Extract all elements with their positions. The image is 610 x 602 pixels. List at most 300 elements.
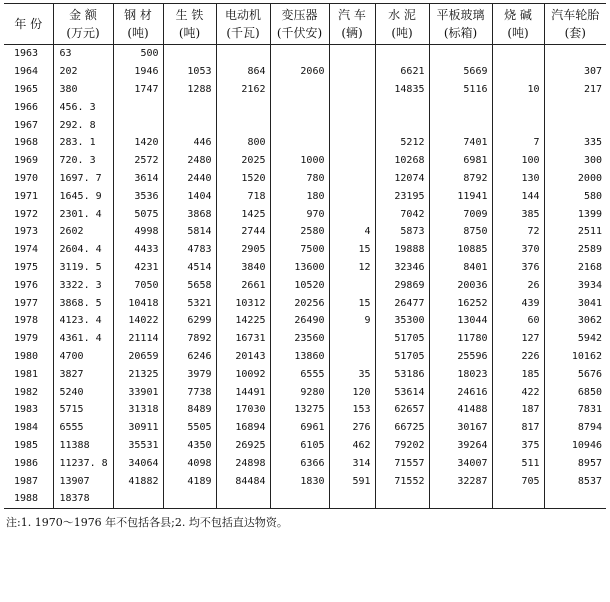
data-cell: 1404 bbox=[163, 187, 216, 205]
table-row bbox=[4, 223, 606, 241]
data-cell: 3119. 5 bbox=[53, 259, 113, 277]
data-cell: 4433 bbox=[113, 241, 163, 259]
data-cell bbox=[329, 170, 375, 188]
data-cell: 4350 bbox=[163, 437, 216, 455]
data-cell: 422 bbox=[492, 383, 544, 401]
data-cell bbox=[375, 116, 429, 134]
data-cell: 446 bbox=[163, 134, 216, 152]
table-row bbox=[4, 401, 606, 419]
data-cell bbox=[429, 490, 492, 508]
data-cell: 2060 bbox=[270, 63, 329, 81]
data-cell: 8957 bbox=[544, 454, 606, 472]
column-header-line: (辆) bbox=[341, 26, 363, 40]
data-cell: 21325 bbox=[113, 365, 163, 383]
data-cell: 6850 bbox=[544, 383, 606, 401]
year-cell: 1969 bbox=[14, 155, 39, 167]
data-cell: 2301. 4 bbox=[53, 205, 113, 223]
data-cell bbox=[270, 45, 329, 63]
year-cell: 1974 bbox=[14, 244, 39, 256]
table-row bbox=[4, 437, 606, 455]
data-cell: 23195 bbox=[375, 187, 429, 205]
data-cell: 51705 bbox=[375, 348, 429, 366]
table-row bbox=[4, 312, 606, 330]
data-cell: 10520 bbox=[270, 276, 329, 294]
column-header bbox=[375, 4, 429, 45]
data-cell: 10268 bbox=[375, 152, 429, 170]
data-cell: 2162 bbox=[216, 81, 270, 99]
data-cell: 462 bbox=[329, 437, 375, 455]
table-row bbox=[4, 81, 606, 99]
data-cell: 130 bbox=[492, 170, 544, 188]
data-cell: 2168 bbox=[544, 259, 606, 277]
data-cell: 226 bbox=[492, 348, 544, 366]
year-cell: 1975 bbox=[14, 261, 39, 273]
data-cell: 217 bbox=[544, 81, 606, 99]
data-cell bbox=[329, 490, 375, 508]
data-cell: 2602 bbox=[53, 223, 113, 241]
data-cell bbox=[429, 45, 492, 63]
table-row bbox=[4, 98, 606, 116]
data-cell bbox=[329, 81, 375, 99]
year-cell: 1964 bbox=[14, 66, 39, 78]
column-header-line: 年 份 bbox=[14, 17, 43, 31]
data-cell: 187 bbox=[492, 401, 544, 419]
year-cell: 1982 bbox=[14, 386, 39, 398]
data-cell: 11237. 8 bbox=[53, 454, 113, 472]
data-cell bbox=[163, 116, 216, 134]
data-cell: 10162 bbox=[544, 348, 606, 366]
column-header-line: 变压器 bbox=[281, 8, 318, 22]
data-cell: 300 bbox=[544, 152, 606, 170]
data-cell: 5240 bbox=[53, 383, 113, 401]
data-cell: 18378 bbox=[53, 490, 113, 508]
table-row bbox=[4, 205, 606, 223]
table-row bbox=[4, 419, 606, 437]
year-cell: 1980 bbox=[14, 350, 39, 362]
data-cell: 180 bbox=[270, 187, 329, 205]
table-row bbox=[4, 383, 606, 401]
column-header bbox=[544, 4, 606, 45]
data-cell bbox=[329, 116, 375, 134]
table-row bbox=[4, 187, 606, 205]
data-cell: 16894 bbox=[216, 419, 270, 437]
table-row bbox=[4, 116, 606, 134]
data-cell: 5116 bbox=[429, 81, 492, 99]
data-cell: 1520 bbox=[216, 170, 270, 188]
data-cell: 375 bbox=[492, 437, 544, 455]
year-cell: 1963 bbox=[14, 48, 39, 60]
year-cell: 1971 bbox=[14, 190, 39, 202]
data-cell: 79202 bbox=[375, 437, 429, 455]
data-cell bbox=[163, 45, 216, 63]
data-cell: 1425 bbox=[216, 205, 270, 223]
data-cell: 17030 bbox=[216, 401, 270, 419]
data-cell: 4231 bbox=[113, 259, 163, 277]
data-cell: 8401 bbox=[429, 259, 492, 277]
data-cell: 6555 bbox=[270, 365, 329, 383]
data-cell: 3536 bbox=[113, 187, 163, 205]
column-header-line: (吨) bbox=[391, 26, 413, 40]
table-row bbox=[4, 330, 606, 348]
data-cell: 4998 bbox=[113, 223, 163, 241]
data-cell: 4098 bbox=[163, 454, 216, 472]
data-cell: 314 bbox=[329, 454, 375, 472]
data-cell: 9280 bbox=[270, 383, 329, 401]
data-cell: 34007 bbox=[429, 454, 492, 472]
data-cell: 26925 bbox=[216, 437, 270, 455]
data-cell: 817 bbox=[492, 419, 544, 437]
data-cell: 283. 1 bbox=[53, 134, 113, 152]
table-row bbox=[4, 134, 606, 152]
data-cell: 7050 bbox=[113, 276, 163, 294]
column-header-line: 汽 车 bbox=[338, 8, 366, 22]
data-cell: 3868. 5 bbox=[53, 294, 113, 312]
statistics-table-page bbox=[4, 3, 606, 530]
data-cell: 185 bbox=[492, 365, 544, 383]
year-cell: 1988 bbox=[4, 490, 53, 508]
data-cell bbox=[329, 45, 375, 63]
data-cell: 84484 bbox=[216, 472, 270, 490]
data-cell bbox=[375, 45, 429, 63]
data-cell: 7401 bbox=[429, 134, 492, 152]
data-cell: 15 bbox=[329, 294, 375, 312]
data-cell: 32346 bbox=[375, 259, 429, 277]
column-header-line: 烧 碱 bbox=[504, 8, 532, 22]
data-cell: 4783 bbox=[163, 241, 216, 259]
data-cell: 4123. 4 bbox=[53, 312, 113, 330]
column-header bbox=[53, 4, 113, 45]
data-cell: 60 bbox=[492, 312, 544, 330]
table-row bbox=[4, 63, 606, 81]
year-cell: 1984 bbox=[14, 422, 39, 434]
goods-purchase-table bbox=[4, 3, 606, 509]
data-cell bbox=[544, 98, 606, 116]
data-cell: 14835 bbox=[375, 81, 429, 99]
data-cell: 3934 bbox=[544, 276, 606, 294]
data-cell: 35 bbox=[329, 365, 375, 383]
data-cell bbox=[492, 98, 544, 116]
data-cell: 100 bbox=[492, 152, 544, 170]
data-cell: 7500 bbox=[270, 241, 329, 259]
table-header bbox=[4, 4, 606, 45]
data-cell: 500 bbox=[113, 45, 163, 63]
data-cell: 2905 bbox=[216, 241, 270, 259]
data-cell: 376 bbox=[492, 259, 544, 277]
data-cell: 1645. 9 bbox=[53, 187, 113, 205]
data-cell: 20143 bbox=[216, 348, 270, 366]
year-cell: 1978 bbox=[14, 315, 39, 327]
data-cell: 19888 bbox=[375, 241, 429, 259]
data-cell bbox=[544, 490, 606, 508]
data-cell: 5669 bbox=[429, 63, 492, 81]
data-cell: 5658 bbox=[163, 276, 216, 294]
data-cell: 144 bbox=[492, 187, 544, 205]
data-cell: 10092 bbox=[216, 365, 270, 383]
data-cell: 10946 bbox=[544, 437, 606, 455]
data-cell: 3840 bbox=[216, 259, 270, 277]
data-cell: 580 bbox=[544, 187, 606, 205]
data-cell: 35300 bbox=[375, 312, 429, 330]
data-cell: 4700 bbox=[53, 348, 113, 366]
data-cell: 20036 bbox=[429, 276, 492, 294]
data-cell: 13044 bbox=[429, 312, 492, 330]
data-cell bbox=[544, 116, 606, 134]
data-cell: 32287 bbox=[429, 472, 492, 490]
data-cell: 3062 bbox=[544, 312, 606, 330]
data-cell: 30167 bbox=[429, 419, 492, 437]
data-cell: 4189 bbox=[163, 472, 216, 490]
data-cell: 23560 bbox=[270, 330, 329, 348]
data-cell: 33901 bbox=[113, 383, 163, 401]
year-cell: 1966 bbox=[14, 101, 39, 113]
table-row bbox=[4, 152, 606, 170]
data-cell: 6246 bbox=[163, 348, 216, 366]
data-cell bbox=[216, 45, 270, 63]
data-cell: 1697. 7 bbox=[53, 170, 113, 188]
data-cell bbox=[216, 490, 270, 508]
table-row bbox=[4, 276, 606, 294]
data-cell: 20256 bbox=[270, 294, 329, 312]
data-cell: 1288 bbox=[163, 81, 216, 99]
data-cell: 705 bbox=[492, 472, 544, 490]
column-header-line: 生 铁 bbox=[175, 8, 204, 22]
data-cell: 6366 bbox=[270, 454, 329, 472]
data-cell bbox=[113, 116, 163, 134]
data-cell: 2000 bbox=[544, 170, 606, 188]
data-cell bbox=[429, 98, 492, 116]
data-cell: 18023 bbox=[429, 365, 492, 383]
table-row bbox=[4, 490, 606, 508]
data-cell: 8792 bbox=[429, 170, 492, 188]
data-cell: 1399 bbox=[544, 205, 606, 223]
data-cell: 6981 bbox=[429, 152, 492, 170]
data-cell: 439 bbox=[492, 294, 544, 312]
data-cell: 3979 bbox=[163, 365, 216, 383]
column-header-line: (吨) bbox=[127, 26, 149, 40]
data-cell: 7831 bbox=[544, 401, 606, 419]
column-header bbox=[113, 4, 163, 45]
data-cell: 6555 bbox=[53, 419, 113, 437]
column-header-line: 水 泥 bbox=[388, 8, 416, 22]
data-cell: 2025 bbox=[216, 152, 270, 170]
data-cell bbox=[544, 45, 606, 63]
data-cell bbox=[329, 348, 375, 366]
data-cell: 10 bbox=[492, 81, 544, 99]
data-cell: 970 bbox=[270, 205, 329, 223]
year-cell: 1967 bbox=[14, 119, 39, 131]
data-cell: 3322. 3 bbox=[53, 276, 113, 294]
data-cell: 2580 bbox=[270, 223, 329, 241]
data-cell: 591 bbox=[329, 472, 375, 490]
data-cell: 2572 bbox=[113, 152, 163, 170]
data-cell: 2604. 4 bbox=[53, 241, 113, 259]
data-cell bbox=[163, 490, 216, 508]
data-cell: 71557 bbox=[375, 454, 429, 472]
table-row bbox=[4, 365, 606, 383]
data-cell bbox=[329, 98, 375, 116]
data-cell: 1053 bbox=[163, 63, 216, 81]
year-cell: 1965 bbox=[14, 83, 39, 95]
data-cell: 3868 bbox=[163, 205, 216, 223]
table-row bbox=[4, 348, 606, 366]
data-cell: 26 bbox=[492, 276, 544, 294]
data-cell: 15 bbox=[329, 241, 375, 259]
year-cell: 1986 bbox=[14, 457, 39, 469]
data-cell: 5321 bbox=[163, 294, 216, 312]
data-cell: 4361. 4 bbox=[53, 330, 113, 348]
data-cell: 292. 8 bbox=[53, 116, 113, 134]
data-cell bbox=[329, 205, 375, 223]
data-cell: 25596 bbox=[429, 348, 492, 366]
data-cell bbox=[329, 187, 375, 205]
data-cell: 11941 bbox=[429, 187, 492, 205]
column-header-line: (千瓦) bbox=[226, 26, 260, 40]
data-cell: 16731 bbox=[216, 330, 270, 348]
data-cell: 335 bbox=[544, 134, 606, 152]
table-row bbox=[4, 294, 606, 312]
data-cell: 72 bbox=[492, 223, 544, 241]
data-cell bbox=[270, 81, 329, 99]
data-cell: 11780 bbox=[429, 330, 492, 348]
year-cell: 1983 bbox=[14, 404, 39, 416]
data-cell: 24898 bbox=[216, 454, 270, 472]
data-cell: 51705 bbox=[375, 330, 429, 348]
year-cell: 1976 bbox=[14, 279, 39, 291]
data-cell: 202 bbox=[53, 63, 113, 81]
column-header-line: 平板玻璃 bbox=[436, 8, 485, 22]
data-cell: 13275 bbox=[270, 401, 329, 419]
data-cell: 29869 bbox=[375, 276, 429, 294]
column-header-line: (吨) bbox=[507, 26, 529, 40]
data-cell: 7009 bbox=[429, 205, 492, 223]
data-cell: 1830 bbox=[270, 472, 329, 490]
data-cell: 10312 bbox=[216, 294, 270, 312]
data-cell: 1420 bbox=[113, 134, 163, 152]
year-cell: 1981 bbox=[14, 368, 39, 380]
data-cell: 66725 bbox=[375, 419, 429, 437]
year-cell: 1979 bbox=[14, 333, 39, 345]
data-cell: 5814 bbox=[163, 223, 216, 241]
data-cell: 62657 bbox=[375, 401, 429, 419]
column-header-line: (标箱) bbox=[443, 26, 478, 40]
table-row bbox=[4, 45, 606, 63]
table-row bbox=[4, 241, 606, 259]
data-cell bbox=[492, 116, 544, 134]
data-cell bbox=[113, 98, 163, 116]
data-cell: 63 bbox=[53, 45, 113, 63]
data-cell: 39264 bbox=[429, 437, 492, 455]
data-cell: 5873 bbox=[375, 223, 429, 241]
year-cell: 1973 bbox=[14, 226, 39, 238]
data-cell: 30911 bbox=[113, 419, 163, 437]
data-cell: 11388 bbox=[53, 437, 113, 455]
column-header bbox=[270, 4, 329, 45]
data-cell: 14491 bbox=[216, 383, 270, 401]
data-cell: 35531 bbox=[113, 437, 163, 455]
data-cell: 4 bbox=[329, 223, 375, 241]
column-header bbox=[429, 4, 492, 45]
data-cell: 2480 bbox=[163, 152, 216, 170]
data-cell: 6105 bbox=[270, 437, 329, 455]
column-header-line: 金 额 bbox=[69, 8, 97, 22]
data-cell: 53614 bbox=[375, 383, 429, 401]
data-cell: 153 bbox=[329, 401, 375, 419]
column-header-line: (万元) bbox=[66, 26, 100, 40]
data-cell: 3827 bbox=[53, 365, 113, 383]
data-cell bbox=[329, 134, 375, 152]
data-cell: 780 bbox=[270, 170, 329, 188]
table-row bbox=[4, 259, 606, 277]
column-header-line: 钢 材 bbox=[124, 8, 152, 22]
data-cell: 13600 bbox=[270, 259, 329, 277]
data-cell: 14225 bbox=[216, 312, 270, 330]
data-cell: 6299 bbox=[163, 312, 216, 330]
column-header bbox=[216, 4, 270, 45]
data-cell: 800 bbox=[216, 134, 270, 152]
column-header-line: 汽车轮胎 bbox=[551, 8, 600, 22]
data-cell: 5075 bbox=[113, 205, 163, 223]
data-cell bbox=[270, 116, 329, 134]
data-cell bbox=[270, 490, 329, 508]
data-cell bbox=[329, 276, 375, 294]
data-cell bbox=[375, 98, 429, 116]
data-cell: 1747 bbox=[113, 81, 163, 99]
data-cell: 4514 bbox=[163, 259, 216, 277]
data-cell bbox=[216, 98, 270, 116]
data-cell: 16252 bbox=[429, 294, 492, 312]
data-cell bbox=[270, 134, 329, 152]
table-row bbox=[4, 454, 606, 472]
data-cell: 6961 bbox=[270, 419, 329, 437]
data-cell: 14022 bbox=[113, 312, 163, 330]
data-cell bbox=[113, 490, 163, 508]
data-cell: 5505 bbox=[163, 419, 216, 437]
data-cell: 511 bbox=[492, 454, 544, 472]
data-cell bbox=[492, 45, 544, 63]
data-cell: 12074 bbox=[375, 170, 429, 188]
data-cell: 7892 bbox=[163, 330, 216, 348]
table-row bbox=[4, 472, 606, 490]
data-cell: 8750 bbox=[429, 223, 492, 241]
data-cell: 6621 bbox=[375, 63, 429, 81]
table-footnote: 注:1. 1970～1976 年不包括各县;2. 均不包括直达物资。 bbox=[6, 515, 288, 529]
data-cell: 2589 bbox=[544, 241, 606, 259]
data-cell: 718 bbox=[216, 187, 270, 205]
data-cell: 5212 bbox=[375, 134, 429, 152]
column-header bbox=[329, 4, 375, 45]
data-cell bbox=[329, 330, 375, 348]
data-cell: 127 bbox=[492, 330, 544, 348]
data-cell: 7738 bbox=[163, 383, 216, 401]
data-cell: 5715 bbox=[53, 401, 113, 419]
table-row bbox=[4, 170, 606, 188]
data-cell: 3041 bbox=[544, 294, 606, 312]
data-cell: 13907 bbox=[53, 472, 113, 490]
column-header-line: (千伏安) bbox=[276, 26, 323, 40]
data-cell: 41882 bbox=[113, 472, 163, 490]
data-cell: 10885 bbox=[429, 241, 492, 259]
data-cell: 385 bbox=[492, 205, 544, 223]
data-cell: 120 bbox=[329, 383, 375, 401]
data-cell: 8489 bbox=[163, 401, 216, 419]
year-cell: 1972 bbox=[14, 208, 39, 220]
data-cell: 7042 bbox=[375, 205, 429, 223]
data-cell: 2661 bbox=[216, 276, 270, 294]
data-cell: 26490 bbox=[270, 312, 329, 330]
data-cell: 456. 3 bbox=[53, 98, 113, 116]
column-header bbox=[163, 4, 216, 45]
data-cell: 864 bbox=[216, 63, 270, 81]
